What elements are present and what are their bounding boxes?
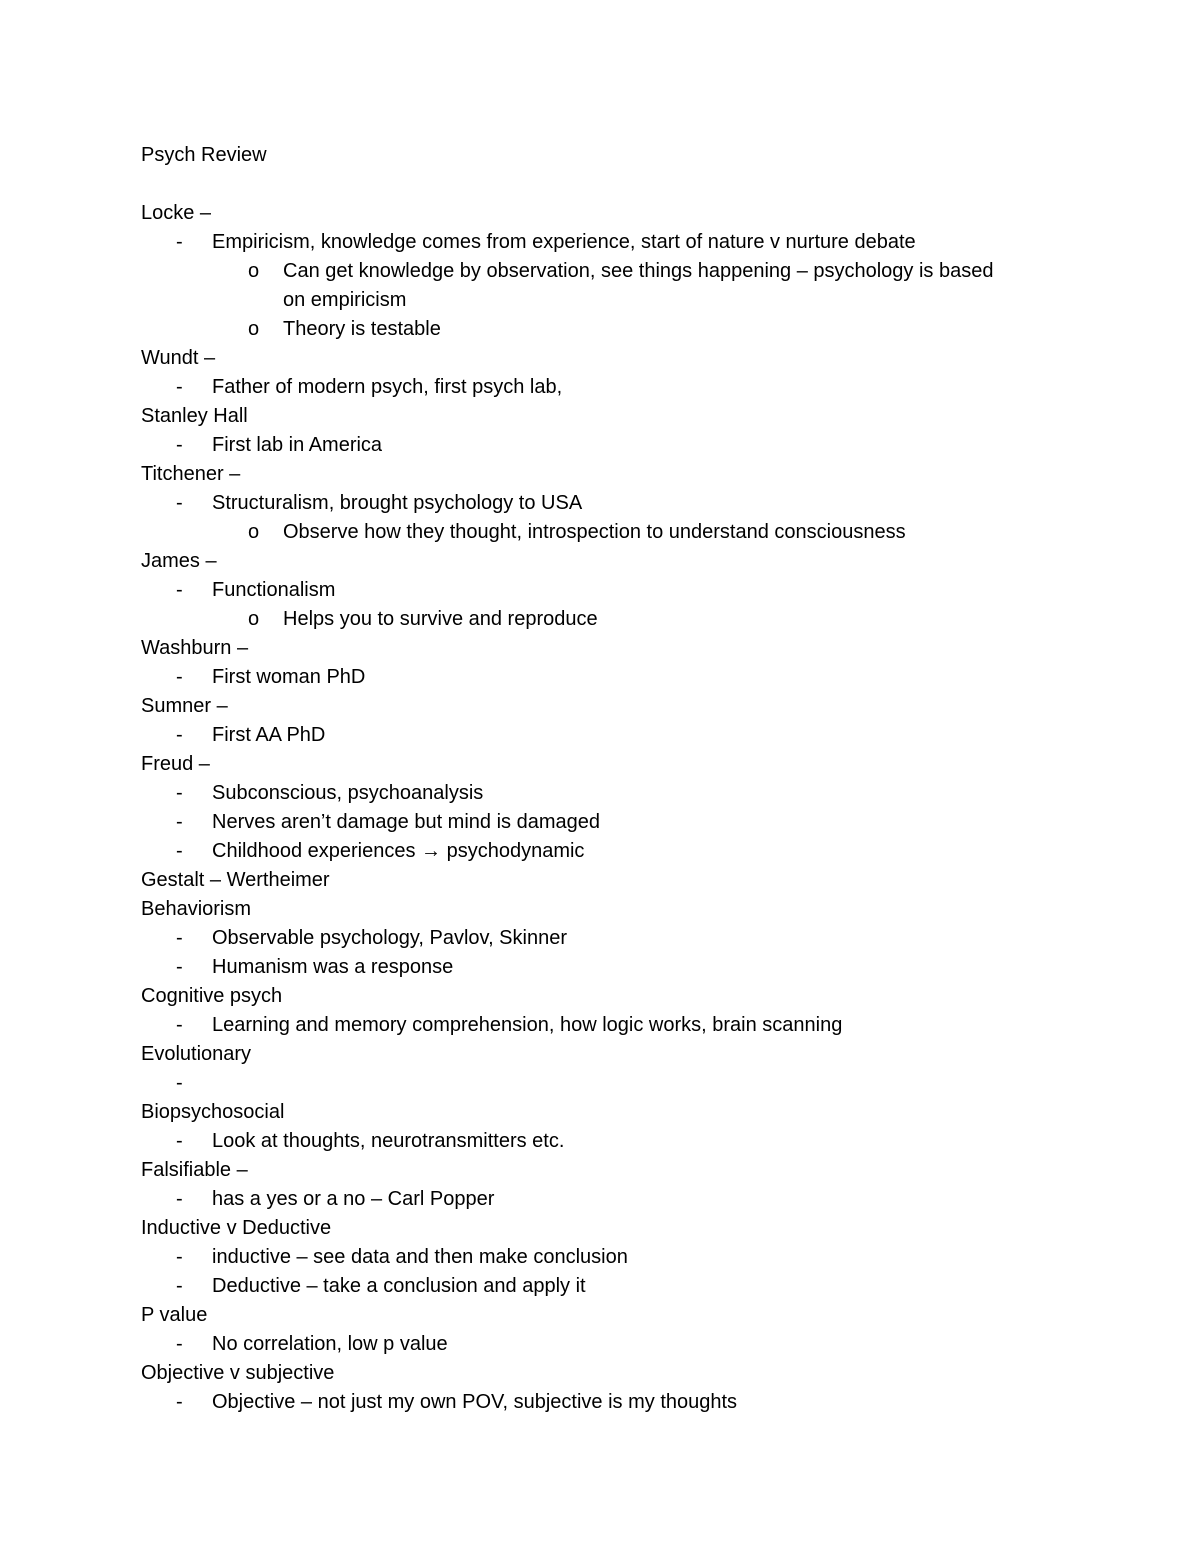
dash-bullet-item	[141, 373, 1101, 402]
line-text: has a yes or a no – Carl Popper	[212, 1188, 495, 1210]
line-text: P value	[141, 1304, 208, 1326]
dash-bullet-icon: -	[176, 1130, 183, 1152]
dash-bullet-item	[141, 1185, 1101, 1214]
dash-bullet-icon: -	[176, 666, 183, 688]
section-heading	[141, 895, 1101, 924]
dash-bullet-icon: -	[176, 927, 183, 949]
line-text: on empiricism	[283, 289, 407, 311]
dash-bullet-item	[141, 431, 1101, 460]
notes-outline	[141, 199, 1101, 1417]
line-text: Theory is testable	[283, 318, 441, 340]
line-text: Can get knowledge by observation, see things happening – psychology is based	[283, 260, 994, 282]
line-text: Wundt –	[141, 347, 216, 369]
line-text: Subconscious, psychoanalysis	[212, 782, 484, 804]
dash-bullet-icon: -	[176, 1391, 183, 1413]
section-heading	[141, 460, 1101, 489]
dash-bullet-item	[141, 1127, 1101, 1156]
line-text: Washburn –	[141, 637, 249, 659]
line-text: Biopsychosocial	[141, 1101, 285, 1123]
dash-bullet-item	[141, 1011, 1101, 1040]
dash-bullet-icon: -	[176, 434, 183, 456]
line-text: First lab in America	[212, 434, 383, 456]
dash-bullet-icon: -	[176, 811, 183, 833]
circle-bullet-icon: o	[248, 608, 260, 630]
line-text: Childhood experiences → psychodynamic	[212, 840, 585, 862]
dash-bullet-item	[141, 576, 1101, 605]
dash-bullet-item	[141, 837, 1101, 866]
line-text: Functionalism	[212, 579, 336, 601]
section-heading	[141, 1156, 1101, 1185]
line-text: Observable psychology, Pavlov, Skinner	[212, 927, 567, 949]
line-text: Cognitive psych	[141, 985, 283, 1007]
section-heading	[141, 547, 1101, 576]
section-heading	[141, 1098, 1101, 1127]
line-text: First AA PhD	[212, 724, 326, 746]
dash-bullet-icon: -	[176, 956, 183, 978]
line-text: Father of modern psych, first psych lab,	[212, 376, 563, 398]
line-text: Falsifiable –	[141, 1159, 248, 1181]
section-heading	[141, 634, 1101, 663]
dash-bullet-icon: -	[176, 1246, 183, 1268]
line-text: Inductive v Deductive	[141, 1217, 332, 1239]
line-text: Locke –	[141, 202, 212, 224]
line-text: Helps you to survive and reproduce	[283, 608, 598, 630]
dash-bullet-item	[141, 953, 1101, 982]
dash-bullet-item	[141, 489, 1101, 518]
line-text: Stanley Hall	[141, 405, 248, 427]
dash-bullet-item	[141, 1388, 1101, 1417]
section-heading	[141, 1359, 1101, 1388]
line-text: James –	[141, 550, 217, 572]
dash-bullet-item	[141, 1272, 1101, 1301]
dash-bullet-icon: -	[176, 492, 183, 514]
line-text: First woman PhD	[212, 666, 366, 688]
line-text: Observe how they thought, introspection to understand consciousness	[283, 521, 906, 543]
dash-bullet-icon: -	[176, 724, 183, 746]
section-heading	[141, 1040, 1101, 1069]
line-text: Empiricism, knowledge comes from experience, start of nature v nurture debate	[212, 231, 916, 253]
line-text: Gestalt – Wertheimer	[141, 869, 330, 891]
circle-bullet-icon: o	[248, 260, 260, 282]
line-text: Structuralism, brought psychology to USA	[212, 492, 583, 514]
circle-bullet-item	[141, 518, 1101, 547]
line-text: Learning and memory comprehension, how logic works, brain scanning	[212, 1014, 843, 1036]
dash-bullet-icon: -	[176, 1275, 183, 1297]
circle-bullet-item	[141, 315, 1101, 344]
section-heading	[141, 692, 1101, 721]
circle-bullet-icon: o	[248, 318, 260, 340]
dash-bullet-item	[141, 1243, 1101, 1272]
section-heading	[141, 402, 1101, 431]
line-text: Look at thoughts, neurotransmitters etc.	[212, 1130, 565, 1152]
dash-bullet-icon: -	[176, 1072, 183, 1094]
section-heading	[141, 866, 1101, 895]
line-text: Sumner –	[141, 695, 228, 717]
section-heading	[141, 1214, 1101, 1243]
section-heading	[141, 1301, 1101, 1330]
dash-bullet-icon: -	[176, 579, 183, 601]
dash-bullet-icon: -	[176, 840, 183, 862]
circle-bullet-item	[141, 605, 1101, 634]
dash-bullet-item	[141, 663, 1101, 692]
dash-bullet-item	[141, 1330, 1101, 1359]
bullet-continuation	[141, 286, 1101, 315]
circle-bullet-icon: o	[248, 521, 260, 543]
dash-bullet-item	[141, 1069, 1101, 1098]
line-text: Objective v subjective	[141, 1362, 335, 1384]
section-heading	[141, 750, 1101, 779]
line-text: Nerves aren’t damage but mind is damaged	[212, 811, 600, 833]
dash-bullet-icon: -	[176, 1014, 183, 1036]
dash-bullet-icon: -	[176, 231, 183, 253]
line-text: Freud –	[141, 753, 210, 775]
line-text: inductive – see data and then make conclusion	[212, 1246, 628, 1268]
line-text: Deductive – take a conclusion and apply it	[212, 1275, 586, 1297]
dash-bullet-icon: -	[176, 376, 183, 398]
line-text: Humanism was a response	[212, 956, 454, 978]
line-text: Behaviorism	[141, 898, 252, 920]
dash-bullet-item	[141, 808, 1101, 837]
section-heading	[141, 344, 1101, 373]
line-text: No correlation, low p value	[212, 1333, 448, 1355]
dash-bullet-icon: -	[176, 1333, 183, 1355]
line-text: Objective – not just my own POV, subjective is my thoughts	[212, 1391, 738, 1413]
dash-bullet-icon: -	[176, 782, 183, 804]
section-heading	[141, 982, 1101, 1011]
section-heading	[141, 199, 1101, 228]
dash-bullet-item	[141, 924, 1101, 953]
dash-bullet-item	[141, 228, 1101, 257]
dash-bullet-item	[141, 721, 1101, 750]
dash-bullet-item	[141, 779, 1101, 808]
document-title: Psych Review	[141, 144, 267, 166]
line-text: Evolutionary	[141, 1043, 252, 1065]
line-text: Titchener –	[141, 463, 241, 485]
circle-bullet-item	[141, 257, 1101, 286]
dash-bullet-icon: -	[176, 1188, 183, 1210]
